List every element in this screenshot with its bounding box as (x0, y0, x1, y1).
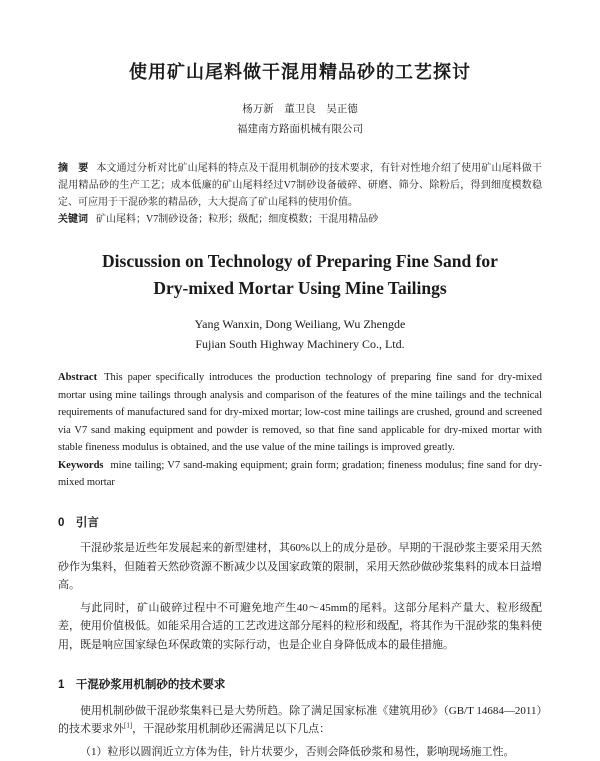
section-1-para-1-pre: 使用机制砂做干混砂浆集料已是大势所趋。除了满足国家标准《建筑用砂》（GB/T 14684—2011）的技术要求外 (58, 704, 542, 736)
paper-title-en-line2: Dry-mixed Mortar Using Mine Tailings (153, 278, 447, 298)
paper-title-en-line1: Discussion on Technology of Preparing Fine Sand for (102, 251, 498, 271)
authors-cn: 杨万新 董卫良 吴正德 (242, 104, 358, 115)
section-1-item-1: （1）粒形以圆润近立方体为佳，针片状要少，否则会降低砂浆和易性，影响现场施工性。 (80, 745, 515, 758)
abstract-cn-text: 本文通过分析对比矿山尾料的特点及干混用机制砂的技术要求，有针对性地介绍了使用矿山尾料做干混用精品砂的生产工艺；成本低廉的矿山尾料经过V7制砂设备破碎、研磨、筛分、除粉后，得到细度模数稳定、可应用于干混砂浆的精品砂，大大提高了矿山尾料的使用价值。 (58, 163, 543, 208)
keywords-en-label: Keywords (58, 459, 104, 471)
affiliation-en: Fujian South Highway Machinery Co., Ltd. (195, 337, 405, 351)
keywords-en-text: mine tailing; V7 sand-making equipment; grain form; gradation; fineness modulus; fine sand for dry-mixed mortar (58, 459, 542, 488)
abstract-cn-label: 摘 要 (58, 163, 89, 174)
section-1-heading: 1 干混砂浆用机制砂的技术要求 (58, 679, 226, 692)
abstract-cn (58, 160, 542, 211)
section-1-para-1-post: ，干混砂浆用机制砂还需满足以下几点： (132, 723, 331, 736)
section-0-para-1: 干混砂浆是近些年发展起来的新型建材，其60%以上的成分是砂。早期的干混砂浆主要采用天然砂作为集料，但随着天然砂资源不断减少以及国家政策的限制，采用天然砂做砂浆集料的成本日益增高。 (58, 542, 542, 592)
citation-ref-1: [1] (124, 721, 133, 730)
affiliation-cn: 福建南方路面机械有限公司 (237, 124, 363, 135)
keywords-cn (58, 211, 542, 228)
abstract-en (58, 369, 542, 457)
authors-en: Yang Wanxin, Dong Weiliang, Wu Zhengde (194, 317, 406, 331)
section-0-heading: 0 引言 (58, 516, 99, 529)
keywords-en (58, 457, 542, 492)
abstract-en-text: This paper specifically introduces the production technology of preparing fine sand for dry-mixed mortar using mine tailings through analysis and comparison of the features of the mine tailings and the technical requirements of manufactured sand for dry-mixed mortar; low-cost mine tailings are crushed, ground and screened via V7 sand making equipment and powder is removed, so that fine sand applicable for dry-mixed mortar with stable fineness modulus is obtained, and the use value of the mine tailings is improved greatly. (58, 372, 542, 453)
abstract-en-label: Abstract (58, 372, 98, 383)
section-1-para-1 (58, 702, 542, 739)
section-0-para-2: 与此同时，矿山破碎过程中不可避免地产生40～45mm的尾料。这部分尾料产量大、粒形级配差，使用价值极低。如能采用合适的工艺改进这部分尾料的粒形和级配，将其作为干混砂浆的集料使用，既是响应国家绿色环保政策的实际行动，也是企业自身降低成本的最佳措施。 (58, 601, 542, 651)
keywords-cn-label: 关键词 (58, 214, 88, 225)
paper-title-cn: 使用矿山尾料做干混用精品砂的工艺探讨 (129, 62, 471, 82)
paper-title-en (58, 248, 542, 302)
keywords-cn-text: 矿山尾料；V7制砂设备；粒形；级配；细度模数；干混用精品砂 (96, 214, 379, 225)
